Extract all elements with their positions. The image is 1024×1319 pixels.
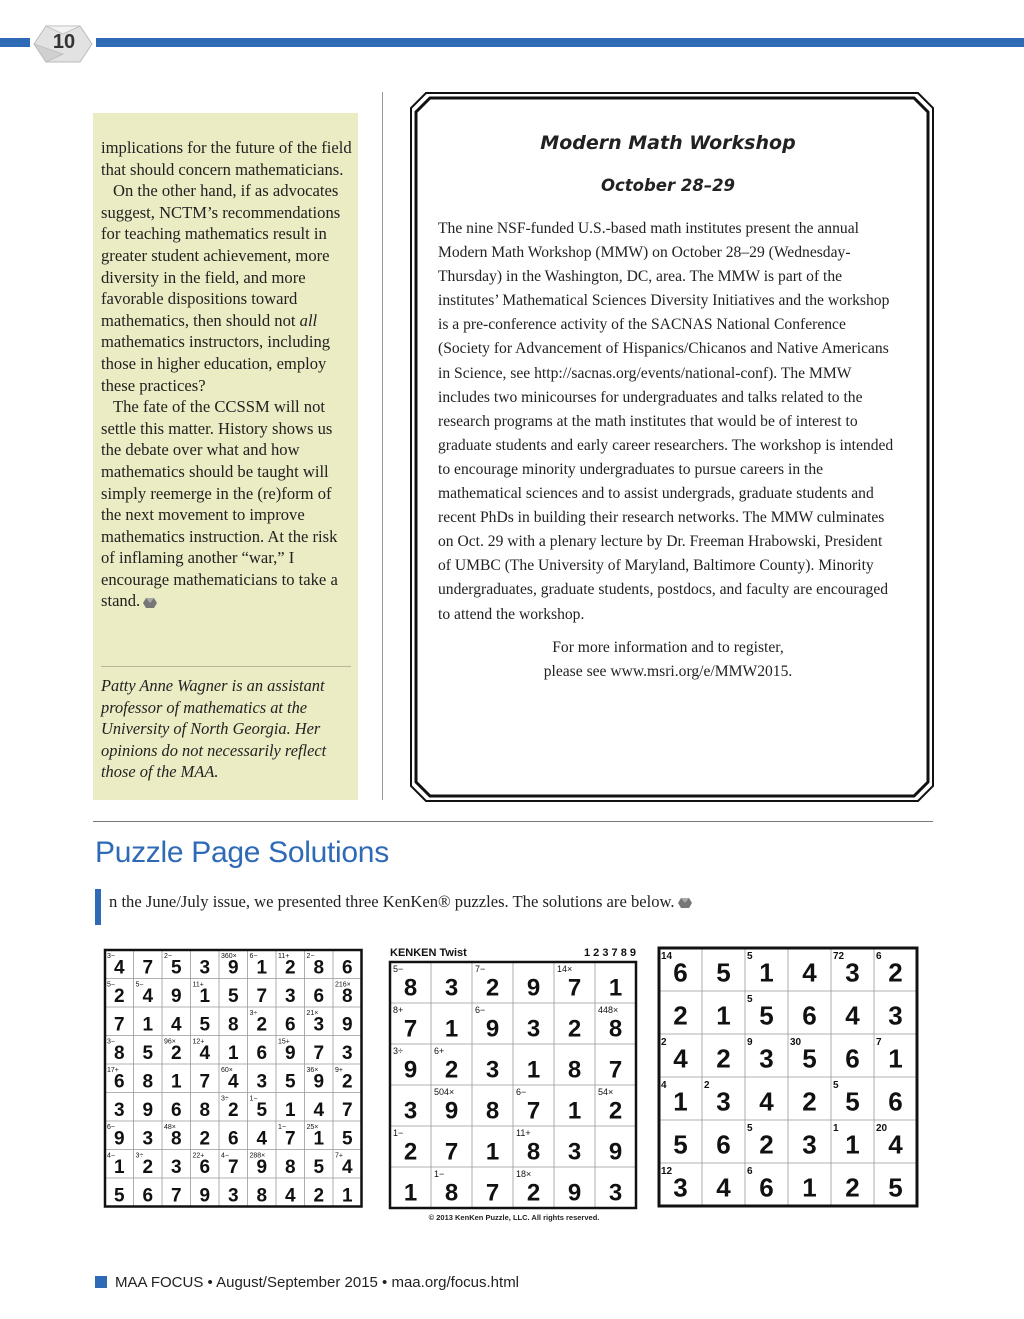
- end-mark-icon: [143, 597, 157, 609]
- cage-clue: 448×: [598, 1005, 619, 1015]
- cell-value: 9: [227, 957, 239, 979]
- cage-clue: 5: [747, 994, 753, 1005]
- cage-clue: 25×: [306, 1124, 319, 1131]
- cell-value: 4: [341, 1156, 353, 1178]
- cell-value: 2: [608, 1097, 623, 1125]
- cell-value: 4: [227, 1071, 239, 1093]
- cell-value: 1: [113, 1156, 125, 1178]
- cage-clue: 36×: [306, 1067, 319, 1074]
- cell-value: 3: [485, 1056, 500, 1084]
- cage-clue: 15+: [278, 1038, 290, 1046]
- cage-clue: 5−: [107, 981, 115, 989]
- cell-value: 7: [341, 1099, 353, 1121]
- cage-clue: 9+: [335, 1067, 343, 1074]
- cage-clue: 6+: [434, 1046, 445, 1056]
- cell-value: 5: [673, 1129, 688, 1160]
- cage-clue: 360×: [221, 953, 237, 960]
- cell-value: 5: [113, 1185, 125, 1207]
- cell-value: 7: [567, 974, 582, 1002]
- cell-value: 1: [802, 1172, 817, 1203]
- cell-value: 6: [113, 1071, 125, 1093]
- cage-clue: 11+: [516, 1128, 531, 1138]
- cell-value: 1: [199, 985, 211, 1007]
- cell-value: 2: [313, 1185, 325, 1207]
- cage-clue: 11+: [192, 981, 204, 989]
- cell-value: 1: [485, 1138, 500, 1166]
- cell-value: 2: [256, 1014, 268, 1036]
- cell-value: 1: [673, 1086, 688, 1117]
- cell-value: 4: [716, 1172, 731, 1203]
- cell-value: 7: [313, 1042, 325, 1064]
- cell-value: 8: [113, 1042, 125, 1064]
- cell-value: 9: [526, 974, 541, 1002]
- cell-value: 5: [802, 1043, 817, 1074]
- cage-clue: 5−: [135, 981, 144, 989]
- cell-value: 3: [444, 974, 459, 1002]
- cell-value: 2: [673, 1000, 688, 1031]
- cage-clue: 6−: [475, 1005, 486, 1015]
- cell-value: 4: [673, 1043, 688, 1074]
- cell-value: 7: [142, 957, 154, 979]
- cell-value: 9: [170, 985, 182, 1007]
- cell-value: 9: [142, 1099, 154, 1121]
- cell-value: 2: [199, 1128, 211, 1150]
- cell-value: 4: [845, 1000, 860, 1031]
- sidebar-paragraph: On the other hand, if as advocates suggest, NCTM’s recommendations for teaching mathematics result in greater student achievement, more diversity in the field, and more favorable dispositions toward mathematics, then should not all mathematics instructors, including those in higher education, employ these practices?: [101, 181, 341, 395]
- puzzle-intro: [109, 892, 692, 912]
- more-info-line: For more information and to register,: [552, 638, 784, 656]
- sidebar-article-end: [93, 113, 358, 800]
- cell-value: 9: [199, 1185, 211, 1207]
- cell-value: 5: [845, 1086, 860, 1117]
- cell-value: 3: [802, 1129, 817, 1160]
- cell-value: 6: [845, 1043, 860, 1074]
- sidebar-paragraph: implications for the future of the field that should concern mathematicians.: [101, 138, 352, 179]
- workshop-announcement: [438, 132, 898, 684]
- cell-value: 3: [759, 1043, 774, 1074]
- cell-value: 4: [113, 957, 125, 979]
- cage-clue: 1−: [434, 1169, 445, 1179]
- cage-clue: 18×: [516, 1169, 532, 1179]
- cell-value: 3: [142, 1128, 154, 1150]
- cell-value: 4: [313, 1099, 325, 1121]
- cage-clue: 1−: [278, 1124, 286, 1131]
- cage-clue: 2: [661, 1037, 667, 1048]
- cell-value: 9: [567, 1179, 582, 1207]
- cage-clue: 216×: [335, 981, 351, 989]
- cell-value: 3: [256, 1071, 268, 1093]
- cell-value: 9: [608, 1138, 623, 1166]
- footer-square-icon: [95, 1276, 107, 1288]
- cell-value: 2: [284, 957, 296, 979]
- puzzle-grid: [390, 962, 636, 1208]
- cell-value: 2: [845, 1172, 860, 1203]
- kenken-twist-solution: [388, 944, 640, 1224]
- cell-value: 1: [284, 1099, 296, 1121]
- cell-value: 1: [759, 957, 774, 988]
- cell-value: 8: [199, 1099, 211, 1121]
- cage-clue: 288×: [249, 1152, 266, 1160]
- cell-value: 3: [673, 1172, 688, 1203]
- cell-value: 5: [759, 1000, 774, 1031]
- cell-value: 9: [113, 1128, 125, 1150]
- cell-value: 5: [199, 1014, 211, 1036]
- cage-clue: 9: [747, 1037, 753, 1048]
- cell-value: 8: [444, 1179, 459, 1207]
- cell-value: 5: [170, 957, 182, 979]
- cell-value: 1: [608, 974, 623, 1002]
- cell-value: 3: [608, 1179, 623, 1207]
- cell-value: 8: [170, 1128, 182, 1150]
- cell-value: 6: [256, 1042, 268, 1064]
- column-divider: [382, 92, 383, 800]
- cell-value: 8: [227, 1014, 239, 1036]
- cage-clue: 5−: [393, 964, 404, 974]
- cage-clue: 4−: [107, 1152, 115, 1160]
- cell-value: 3: [113, 1099, 125, 1121]
- cell-value: 3: [567, 1138, 582, 1166]
- cage-clue: 2−: [306, 953, 315, 960]
- cell-value: 7: [403, 1015, 418, 1043]
- cage-clue: 5: [747, 951, 753, 962]
- cell-value: 1: [567, 1097, 582, 1125]
- cage-clue: 6: [747, 1166, 753, 1177]
- cell-value: 6: [888, 1086, 903, 1117]
- cage-clue: 60×: [221, 1067, 233, 1074]
- author-bio: Patty Anne Wagner is an assistant professor of mathematics at the University of North Georgia. Her opinions do not necessarily reflect those of the MAA.: [101, 676, 327, 782]
- cell-value: 1: [313, 1128, 325, 1150]
- cell-value: 6: [673, 957, 688, 988]
- cell-value: 2: [113, 985, 125, 1007]
- cell-value: 9: [313, 1071, 325, 1093]
- cell-value: 3: [716, 1086, 731, 1117]
- cell-value: 2: [227, 1099, 239, 1121]
- workshop-body: The nine NSF-funded U.S.-based math institutes present the annual Modern Math Workshop (MMW) on October 28–29 (Wednesday-Thursday) in the Washington, DC, area. The MMW is part of the institutes’ Mathematical Sciences Diversity Initiatives and the workshop is a pre-conference activity of the SACNAS National Conference (Society for Advancement of Hispanics/Chicanos and Native Americans in Science, see http://sacnas.org/events/national-conf). The MMW includes two minicourses for undergraduates and talks related to the research programs at the math institutes that would be of interest to graduate students and early career researchers. The workshop is intended to encourage minority undergraduates to pursue careers in the mathematical sciences and to assist undergrads, graduate students and recent PhDs in building their research networks. The MMW culminates on Oct. 29 with a plenary lecture by Dr. Freeman Hrabowski, President of UMBC (The University of Maryland, Baltimore County). Minority undergraduates, graduate students, postdocs, and faculty are encouraged to attend the workshop.: [438, 220, 894, 623]
- cell-value: 2: [403, 1138, 418, 1166]
- cage-clue: 4: [661, 1080, 667, 1091]
- cell-value: 6: [142, 1185, 154, 1207]
- cell-value: 1: [403, 1179, 418, 1207]
- cage-clue: 3−: [107, 953, 115, 960]
- section-title: Puzzle Page Solutions: [95, 836, 389, 869]
- cage-clue: 7−: [475, 964, 486, 974]
- cell-value: 9: [444, 1097, 459, 1125]
- cell-value: 8: [284, 1156, 296, 1178]
- cell-value: 6: [313, 985, 325, 1007]
- cell-value: 5: [142, 1042, 154, 1064]
- cell-value: 3: [313, 1014, 325, 1036]
- cage-clue: 21×: [306, 1010, 319, 1017]
- cage-clue: 11+: [278, 953, 290, 960]
- cell-value: 7: [608, 1056, 623, 1084]
- cell-value: 2: [567, 1015, 582, 1043]
- cell-value: 3: [199, 957, 211, 979]
- cage-clue: 14×: [557, 964, 573, 974]
- cage-clue: 3÷: [135, 1152, 144, 1160]
- cell-value: 2: [341, 1071, 353, 1093]
- cell-value: 3: [170, 1156, 182, 1178]
- cell-value: 6: [199, 1156, 211, 1178]
- cage-clue: 12: [661, 1166, 673, 1177]
- more-info-link[interactable]: please see www.msri.org/e/MMW2015.: [543, 662, 793, 680]
- cage-clue: 12+: [192, 1038, 205, 1046]
- cell-value: 1: [142, 1014, 154, 1036]
- end-mark-icon: [678, 897, 692, 909]
- cell-value: 8: [313, 957, 325, 979]
- cell-value: 8: [256, 1185, 268, 1207]
- cell-value: 7: [284, 1128, 296, 1150]
- header-bar: [0, 38, 1024, 47]
- cell-value: 3: [526, 1015, 541, 1043]
- cell-value: 7: [113, 1014, 125, 1036]
- cell-value: 2: [802, 1086, 817, 1117]
- cell-value: 6: [716, 1129, 731, 1160]
- cell-value: 6: [170, 1099, 182, 1121]
- cell-value: 3: [403, 1097, 418, 1125]
- cage-clue: 6: [876, 951, 882, 962]
- page-number: 10: [52, 31, 76, 53]
- cell-value: 9: [256, 1156, 268, 1178]
- cell-value: 7: [526, 1097, 541, 1125]
- cell-value: 6: [284, 1014, 296, 1036]
- kenken-6x6-solution: [657, 946, 921, 1212]
- dropcap-bar: [95, 889, 101, 925]
- cell-value: 1: [716, 1000, 731, 1031]
- cell-value: 3: [227, 1185, 239, 1207]
- cage-clue: 6−: [107, 1124, 115, 1131]
- cage-clue: 504×: [434, 1087, 455, 1097]
- cage-clue: 54×: [598, 1087, 614, 1097]
- cage-clue: 1−: [393, 1128, 404, 1138]
- cage-clue: 3÷: [393, 1046, 403, 1056]
- cell-value: 3: [341, 1042, 353, 1064]
- page-footer: [95, 1274, 519, 1291]
- puzzle-intro-text: n the June/July issue, we presented three KenKen® puzzles. The solutions are below.: [109, 892, 675, 911]
- sidebar-divider: [101, 666, 351, 667]
- cage-clue: 4−: [221, 1152, 229, 1160]
- puzzle-title: KENKEN Twist: [390, 947, 467, 959]
- cell-value: 8: [485, 1097, 500, 1125]
- kenken-9x9-solution: [103, 948, 365, 1212]
- cell-value: 5: [341, 1128, 353, 1150]
- cell-value: 5: [888, 1172, 903, 1203]
- cage-clue: 7+: [335, 1152, 343, 1160]
- cell-value: 2: [485, 974, 500, 1002]
- cage-clue: 72: [833, 951, 845, 962]
- workshop-title: Modern Math Workshop: [540, 132, 796, 154]
- puzzle-digits: 1 2 3 7 8 9: [584, 947, 636, 959]
- cage-clue: 14: [661, 951, 673, 962]
- cell-value: 6: [341, 957, 353, 979]
- footer-text: MAA FOCUS • August/September 2015 • maa.org/focus.html: [115, 1274, 520, 1291]
- cell-value: 4: [759, 1086, 774, 1117]
- puzzle-copyright: © 2013 KenKen Puzzle, LLC. All rights reserved.: [428, 1213, 600, 1222]
- cell-value: 2: [142, 1156, 154, 1178]
- cell-value: 7: [227, 1156, 239, 1178]
- cell-value: 2: [170, 1042, 182, 1064]
- cage-clue: 96×: [164, 1038, 176, 1046]
- cell-value: 2: [888, 957, 903, 988]
- cell-value: 8: [341, 985, 353, 1007]
- cage-clue: 2: [704, 1080, 710, 1091]
- cell-value: 9: [485, 1015, 500, 1043]
- cell-value: 5: [716, 957, 731, 988]
- cell-value: 5: [284, 1071, 296, 1093]
- cell-value: 3: [284, 985, 296, 1007]
- cell-value: 4: [170, 1014, 182, 1036]
- cell-value: 1: [341, 1185, 353, 1207]
- cage-clue: 6−: [249, 953, 258, 960]
- cage-clue: 7: [876, 1037, 882, 1048]
- cage-clue: 3−: [107, 1038, 115, 1046]
- cell-value: 9: [403, 1056, 418, 1084]
- cell-value: 2: [759, 1129, 774, 1160]
- cage-clue: 2−: [164, 953, 172, 960]
- cell-value: 1: [526, 1056, 541, 1084]
- cell-value: 3: [888, 1000, 903, 1031]
- cell-value: 9: [284, 1042, 296, 1064]
- sidebar-body: [101, 137, 355, 612]
- cell-value: 3: [845, 957, 860, 988]
- cell-value: 7: [199, 1071, 211, 1093]
- cage-clue: 17+: [107, 1067, 119, 1074]
- cell-value: 1: [845, 1129, 860, 1160]
- cell-value: 6: [227, 1128, 239, 1150]
- cell-value: 7: [170, 1185, 182, 1207]
- cell-value: 8: [526, 1138, 541, 1166]
- cage-clue: 48×: [164, 1124, 176, 1131]
- cell-value: 9: [341, 1014, 353, 1036]
- cage-clue: 5: [833, 1080, 839, 1091]
- cell-value: 8: [567, 1056, 582, 1084]
- cell-value: 1: [170, 1071, 182, 1093]
- cell-value: 1: [888, 1043, 903, 1074]
- cage-clue: 1−: [249, 1095, 258, 1103]
- cell-value: 4: [284, 1185, 296, 1207]
- cell-value: 7: [256, 985, 268, 1007]
- cage-clue: 1: [833, 1123, 839, 1134]
- cell-value: 2: [526, 1179, 541, 1207]
- workshop-date: October 28–29: [600, 176, 736, 195]
- cell-value: 2: [444, 1056, 459, 1084]
- sidebar-paragraph: [101, 396, 355, 612]
- cage-clue: 8+: [393, 1005, 404, 1015]
- cell-value: 1: [256, 957, 268, 979]
- cell-value: 4: [142, 985, 154, 1007]
- cage-clue: 5: [747, 1123, 753, 1134]
- cage-clue: 22+: [192, 1152, 205, 1160]
- sidebar-paragraph-text: The fate of the CCSSM will not settle this matter. History shows us the debate over what and how mathematics should be taught will simply reemerge in the (re)form of the next movement to improve mathematics instruction. At the risk of inflaming another “war,” I encourage mathematicians to take a stand.: [101, 397, 338, 611]
- cage-clue: 6−: [516, 1087, 527, 1097]
- section-divider: [93, 821, 933, 822]
- cell-value: 5: [256, 1099, 268, 1121]
- cell-value: 4: [256, 1128, 268, 1150]
- cell-value: 8: [608, 1015, 623, 1043]
- cell-value: 4: [199, 1042, 211, 1064]
- cage-clue: 20: [876, 1123, 888, 1134]
- cell-value: 6: [759, 1172, 774, 1203]
- cell-value: 7: [485, 1179, 500, 1207]
- cell-value: 5: [227, 985, 239, 1007]
- cell-value: 4: [888, 1129, 903, 1160]
- cell-value: 6: [802, 1000, 817, 1031]
- cage-clue: 3÷: [221, 1095, 229, 1103]
- cage-clue: 3÷: [249, 1010, 258, 1017]
- cell-value: 8: [142, 1071, 154, 1093]
- cell-value: 8: [403, 974, 418, 1002]
- cell-value: 2: [716, 1043, 731, 1074]
- cell-value: 1: [227, 1042, 239, 1064]
- cage-clue: 30: [790, 1037, 802, 1048]
- workshop-more-info: [438, 636, 898, 684]
- cell-value: 7: [444, 1138, 459, 1166]
- cell-value: 5: [313, 1156, 325, 1178]
- cell-value: 1: [444, 1015, 459, 1043]
- cell-value: 4: [802, 957, 817, 988]
